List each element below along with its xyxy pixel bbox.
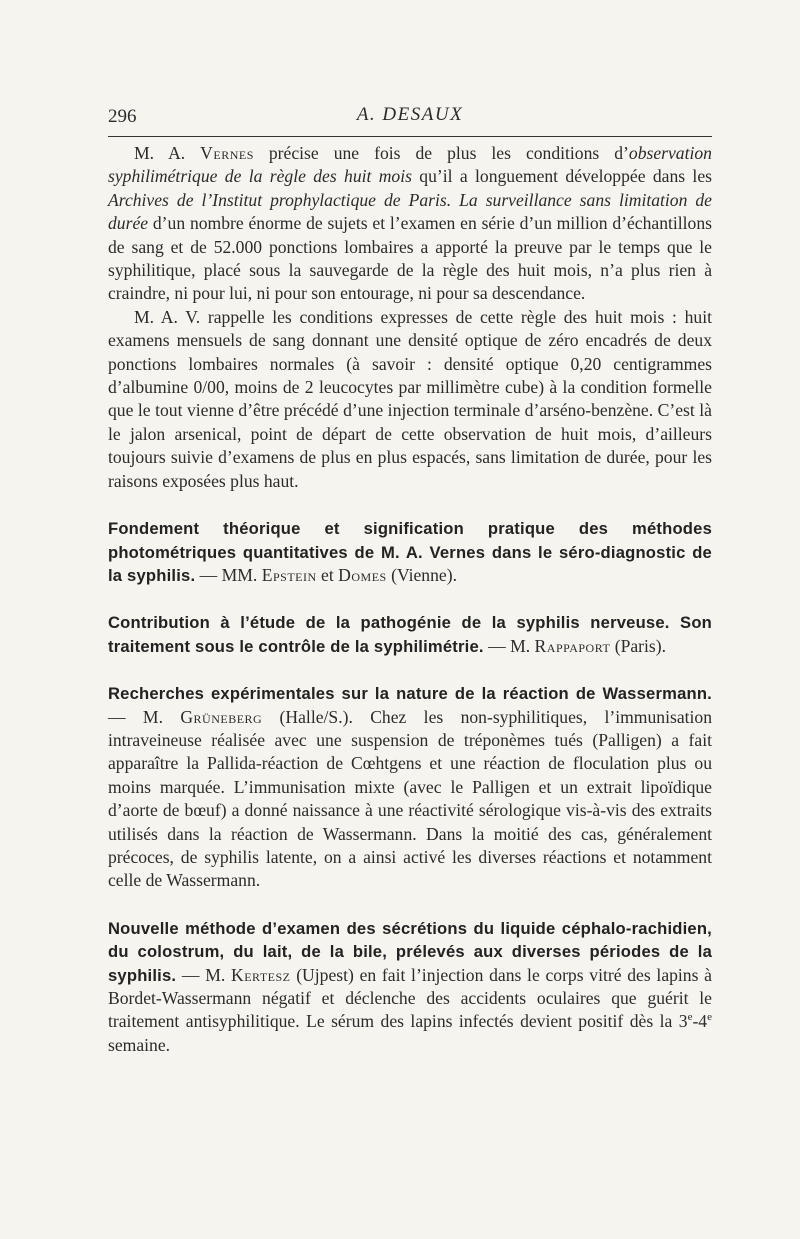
page-number: 296: [108, 106, 137, 127]
entry-title: Recherches expérimentales sur la nature de la réaction de Wassermann.: [108, 684, 712, 704]
author-name: Vernes: [200, 143, 254, 163]
entry-title: Fondement théorique et signification pratique des méthodes photométriques quantitatives de M. A. Vernes dans le séro-diagnostic de la syphilis.: [108, 519, 712, 585]
entry-title: Contribution à l’étude de la pathogénie de la syphilis nerveuse. Son traitement sous le contrôle de la syphilimétrie.: [108, 613, 712, 656]
header-rule: [108, 136, 712, 137]
author-name: Domes: [338, 564, 387, 585]
entry-kertesz: Nouvelle méthode d’examen des sécrétions du liquide céphalo-rachidien, du colostrum, du lait, de la bile, prélevés aux diverses périodes de la syphilis. — M. Kertesz (Ujpest) en fait l’injection dans le corps vitré des lapins à Bordet-Wassermann négatif et déclenche des accidents oculaires que guérit le traitement antisyphilitique. Le sérum des lapins infectés devient positif dès la 3e-4e semaine.: [108, 918, 712, 1055]
article-body: [108, 142, 712, 1057]
paragraph-vernes: M. A. Vernes précise une fois de plus les conditions d’observation syphilimétrique de la règle des huit mois qu’il a longuement développée dans les Archives de l’Institut prophylactique de Paris. La surveillance sans limitation de durée d’un nombre énorme de sujets et l’examen en série d’un million d’échantillons de sang et de 52.000 ponctions lombaires a apporté la preuve par le temps que le syphilitique, placé sous la sauvegarde de la règle des huit mois, n’a plus rien à craindre, ni pour lui, ni pour son entourage, ni pour sa descendance.: [108, 143, 712, 304]
entry-gruneberg: Recherches expérimentales sur la nature de la réaction de Wassermann. — M. Grüneberg (Halle/S.). Chez les non-syphilitiques, l’immunisation intraveineuse réalisée avec une suspension de tréponèmes tués (Palligen) a fait apparaître la Pallida-réaction de Cœhtgens et une réaction de floculation plus ou moins marquée. L’immunisation mixte (avec le Palligen et un extrait lipoïdique d’aorte de bœuf) a donné naissance à une réactivité sérologique vis-à-vis des extraits utilisés dans la réaction de Wassermann. Dans la moitié des cas, généralement précoces, de syphilis latente, on a ainsi activé les diverses réactions et notamment celle de Wassermann.: [108, 684, 713, 891]
author-name: Grüneberg: [180, 706, 263, 727]
paragraph-rule-conditions: M. A. V. rappelle les conditions expresses de cette règle des huit mois : huit examens mensuels de sang donnant une densité optique de zéro encadrés de deux ponctions lombaires normales (à savoir : densité optique 0,20 centigrammes d’albumine 0/00, moins de 2 leucocytes par millimètre cube) à la condition formelle que le tout vienne d’être précédé d’une injection terminale d’arséno-benzène. C’est là le jalon arsenical, point de départ de cette observation de huit mois, d’ailleurs toujours suivie d’examens de plus en plus espacés, sans limitation de durée, pour les raisons exposées plus haut.: [108, 306, 712, 491]
entry-epstein-domes: Fondement théorique et signification pratique des méthodes photométriques quantitatives de M. A. Vernes dans le séro-diagnostic de la syphilis. — MM. Epstein et Domes (Vienne).: [108, 519, 712, 585]
author-name: Rappaport: [534, 635, 611, 656]
entry-title: Nouvelle méthode d’examen des sécrétions du liquide céphalo-rachidien, du colostrum, du lait, de la bile, prélevés aux diverses périodes de la syphilis.: [108, 918, 712, 985]
entry-rappaport: Contribution à l’étude de la pathogénie de la syphilis nerveuse. Son traitement sous le contrôle de la syphilimétrie. — M. Rappaport (Paris).: [108, 613, 712, 656]
author-name: Epstein: [261, 564, 317, 585]
author-name: Kertesz: [231, 964, 291, 985]
page-header: [108, 100, 712, 132]
running-head: A. DESAUX: [356, 104, 464, 125]
